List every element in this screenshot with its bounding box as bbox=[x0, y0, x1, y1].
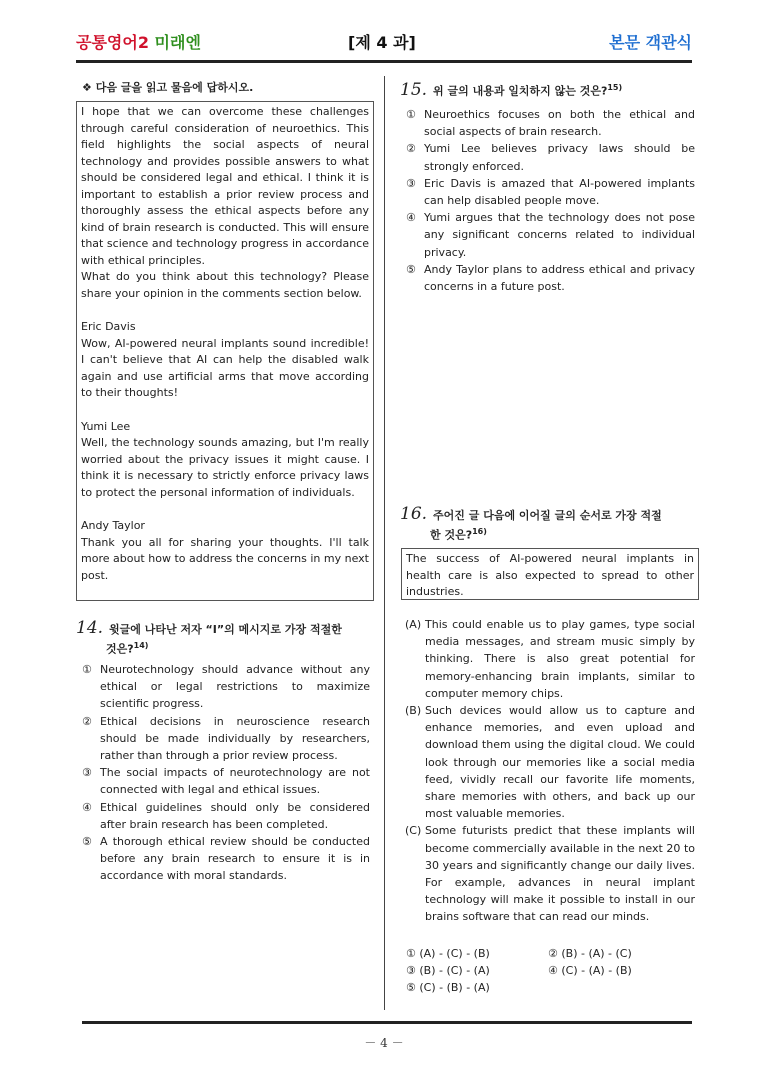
question-14-options bbox=[82, 661, 370, 885]
given-sentence-box bbox=[401, 548, 699, 600]
footnote-ref: 16) bbox=[472, 527, 487, 536]
comment-text: Wow, AI-powered neural implants sound incredible! I can't believe that AI can help the disabled walk again and use artificial arms that move according to their thoughts! bbox=[81, 336, 369, 399]
question-title: 한 것은? bbox=[430, 528, 473, 542]
question-15-header bbox=[400, 80, 696, 100]
publisher-label: 미래엔 bbox=[154, 33, 201, 52]
question-title: 주어진 글 다음에 이어질 글의 순서로 가장 적절 bbox=[433, 509, 662, 522]
option[interactable]: ⑤ Andy Taylor plans to address ethical and privacy concerns in a future post. bbox=[406, 262, 695, 294]
footer-divider bbox=[82, 1021, 692, 1024]
question-16-passages bbox=[405, 616, 695, 926]
question-14-header bbox=[76, 620, 374, 658]
comment-author: Eric Davis bbox=[81, 320, 136, 333]
option[interactable]: ② Ethical decisions in neuroscience research should be made individually by researchers, rather than through a prior review process. bbox=[82, 714, 370, 763]
passage-paragraph-2: What do you think about this technology? Please share your opinion in the comments section below. bbox=[81, 270, 369, 300]
section-label: 본문 객관식 bbox=[609, 33, 692, 52]
answer-option[interactable]: ② (B) - (A) - (C) bbox=[548, 947, 632, 960]
comment-author: Andy Taylor bbox=[81, 519, 145, 532]
column-divider bbox=[384, 76, 385, 1010]
question-number: 16. bbox=[400, 504, 428, 524]
answer-option[interactable]: ⑤ (C) - (B) - (A) bbox=[406, 981, 490, 994]
page-number: － 4 － bbox=[364, 1036, 404, 1050]
passage-part: (C) Some futurists predict that these implants will become commercially available in the next 20 to 30 years and significantly change our daily lives. For example, advances in neural implant technology will make it possible to install in our brains software that can read our minds. bbox=[405, 824, 695, 924]
option[interactable]: ① Neurotechnology should advance without any ethical or legal restrictions to maximize scientific progress. bbox=[82, 663, 370, 711]
option[interactable]: ① Neuroethics focuses on both the ethical and social aspects of brain research. bbox=[406, 108, 695, 139]
answer-option[interactable]: ④ (C) - (A) - (B) bbox=[548, 964, 632, 977]
header-divider bbox=[76, 60, 692, 63]
option[interactable]: ③ Eric Davis is amazed that AI-powered implants can help disabled people move. bbox=[406, 176, 695, 208]
answer-option[interactable]: ③ (B) - (C) - (A) bbox=[406, 964, 490, 977]
question-16-header bbox=[400, 506, 696, 544]
question-16-answers bbox=[406, 945, 696, 1001]
question-title: 윗글에 나타난 저자 “I”의 메시지로 가장 적절한 bbox=[109, 623, 342, 636]
question-15-options bbox=[406, 106, 695, 295]
answer-option[interactable]: ① (A) - (C) - (B) bbox=[406, 947, 490, 960]
question-number: 14. bbox=[76, 618, 104, 638]
instruction: ❖ 다음 글을 읽고 물음에 답하시오. bbox=[82, 81, 254, 94]
page-header bbox=[76, 30, 692, 56]
option[interactable]: ② Yumi Lee believes privacy laws should be strongly enforced. bbox=[406, 142, 695, 173]
option[interactable]: ④ Yumi argues that the technology does not pose any significant concerns related to individual privacy. bbox=[406, 211, 695, 259]
footnote-ref: 14) bbox=[133, 641, 149, 650]
question-number: 15. bbox=[400, 79, 428, 100]
question-title: 위 글의 내용과 일치하지 않는 것은? bbox=[433, 84, 608, 98]
comment-text: Thank you all for sharing your thoughts. I'll talk more about how to address the concerns in my next post. bbox=[81, 535, 369, 582]
comment-text: Well, the technology sounds amazing, but I'm really worried about the privacy issues it might cause. I think it is necessary to strictly enforce privacy laws to protect the personal information of individuals. bbox=[81, 436, 369, 499]
textbook-title bbox=[76, 30, 201, 53]
footnote-ref: 15) bbox=[607, 83, 623, 92]
passage-part: (A) This could enable us to play games, type social media messages, and stream music simply by thinking. There is also great potential for memory-enhancing brain implants, similar to computer memory chips. bbox=[405, 618, 695, 700]
option[interactable]: ③ The social impacts of neurotechnology are not connected with legal and ethical issues. bbox=[82, 766, 370, 797]
lesson-label: [제 4 과] bbox=[348, 33, 416, 52]
option[interactable]: ⑤ A thorough ethical review should be conducted before any brain research to ensure it is in accordance with moral standards. bbox=[82, 835, 370, 883]
passage-paragraph-1: I hope that we can overcome these challenges through careful consideration of neuroethics. This field highlights the social aspects of neural technology and provides possible answers to what should be considered legal and ethical. I think it is important to establish a prior review process and thoroughly assess the ethical aspects before any kind of brain research is conducted. This will ensure that science and technology progress in accordance with ethical principles. bbox=[81, 105, 369, 267]
given-sentence: The success of AI-powered neural implants in health care is also expected to spread to other industries. bbox=[406, 552, 694, 598]
subject-label: 공통영어2 bbox=[76, 33, 149, 52]
option[interactable]: ④ Ethical guidelines should only be considered after brain research has been completed. bbox=[82, 800, 370, 831]
passage-part: (B) Such devices would allow us to capture and enhance memories, and even upload and download them using the digital cloud. We could look through our memories like a social media feed, vividly recall our favorite life moments, share memories with others, and back up our most valuable memories. bbox=[405, 704, 695, 821]
comment-author: Yumi Lee bbox=[81, 419, 131, 433]
question-title: 것은? bbox=[106, 642, 134, 656]
reading-passage bbox=[76, 101, 374, 601]
